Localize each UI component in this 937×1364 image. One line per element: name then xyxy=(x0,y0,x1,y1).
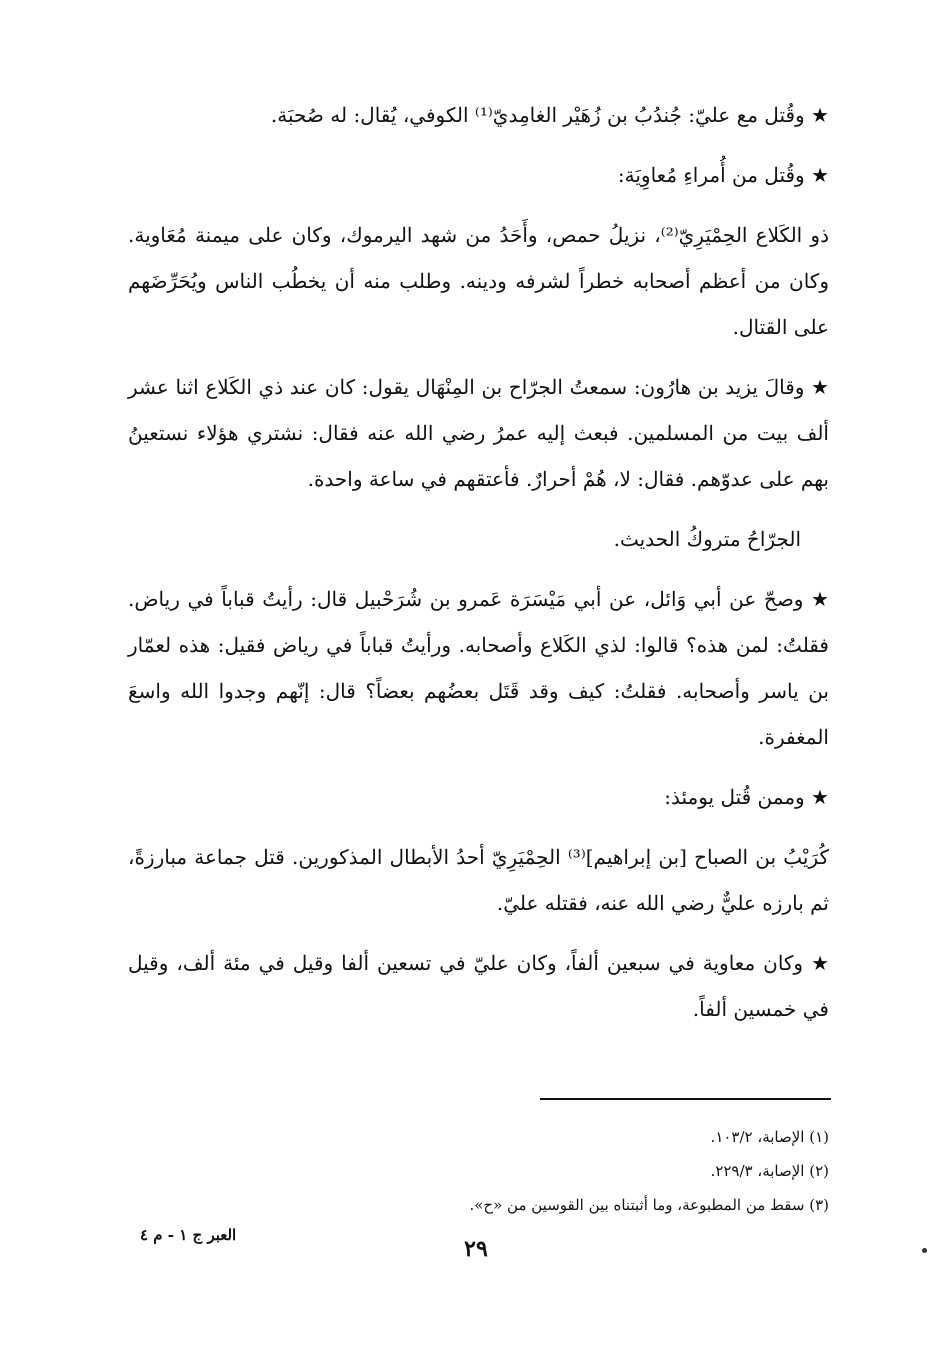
footnote-2: (٢) الإصابة، ٢٢٩/٣. xyxy=(710,1162,829,1180)
paragraph-dhul-kala: ذو الكَلاع الحِمْيَرِيّ⁽²⁾، نزيلُ حمص، وأَحَدُ من شهد اليرموك، وكان على ميمنة مُعَاوية. وكان من أعظم أصحابه خطراً لشرفه ودينه. وطلب منه أن يخطُب الناس ويُحَرِّضَهم على القتال. xyxy=(128,223,829,339)
page-number: ٢٩ xyxy=(464,1236,488,1262)
paragraph-army-sizes: ★ وكان معاوية في سبعين ألفاً، وكان عليّ في تسعين ألفا وقيل في مئة ألف، وقيل في خمسين ألفاً. xyxy=(128,951,829,1021)
paragraph-jundub: ★ وقُتل مع عليّ: جُندُبُ بن زُهَيْر الغامِديّ⁽¹⁾ الكوفي، يُقال: له صُحبَة. xyxy=(270,103,829,127)
paragraph-killed-that-day-heading: ★ وممن قُتل يومئذ: xyxy=(664,785,829,809)
main-text xyxy=(128,92,829,1046)
paragraph-jarrah-note: الجرّاحُ متروكُ الحديث. xyxy=(613,527,801,551)
footnote-3: (٣) سقط من المطبوعة، وما أثبتناه بين القوسين من «ح». xyxy=(469,1196,829,1214)
paragraph-kurayb: كُرَيْبُ بن الصباح [بن إبراهيم]⁽³⁾ الحِمْيَرِيّ أحدُ الأبطال المذكورين. قتل جماعة مبارزةً، ثم بارزه عليٌّ رضي الله عنه، فقتله عليّ. xyxy=(128,845,829,915)
paragraph-yazid-ibn-harun: ★ وقالَ يزيد بن هارُون: سمعتُ الجرّاح بن المِنْهَال يقول: كان عند ذي الكَلاع اثنا عشر ألف بيت من المسلمين. فبعث إليه عمرُ رضي الله عنه فقال: نشتري هؤلاء نستعينُ بهم على عدوّهم. فقال: لا، هُمْ أحرارٌ. فأعتقهم في ساعة واحدة. xyxy=(128,375,829,491)
footnote-1: (١) الإصابة، ١٠٣/٢. xyxy=(710,1128,829,1146)
paragraph-muawiya-emirs-heading: ★ وقُتل من أُمراءِ مُعاوِيَة: xyxy=(617,163,829,187)
printer-signature: العبر ج ١ - م ٤ xyxy=(140,1226,237,1244)
paragraph-abu-wail: ★ وصحّ عن أبي وَائل، عن أبي مَيْسَرَة عَمرو بن شُرَحْبيل قال: رأيتُ قباباً في رياض. فقلتُ: لمن هذه؟ قالوا: لذي الكَلاع وأصحابه. ورأيتُ قباباً في رياض فقيل: هذه لعمّار بن ياسر وأصحابه. فقلتُ: كيف وقد قَتَل بعضُهم بعضاً؟ قال: إنّهم وجدوا الله واسعَ المغفرة. xyxy=(128,587,829,749)
footnote-divider xyxy=(540,1098,831,1100)
scan-speck xyxy=(922,1248,927,1253)
footnotes xyxy=(300,1120,829,1222)
